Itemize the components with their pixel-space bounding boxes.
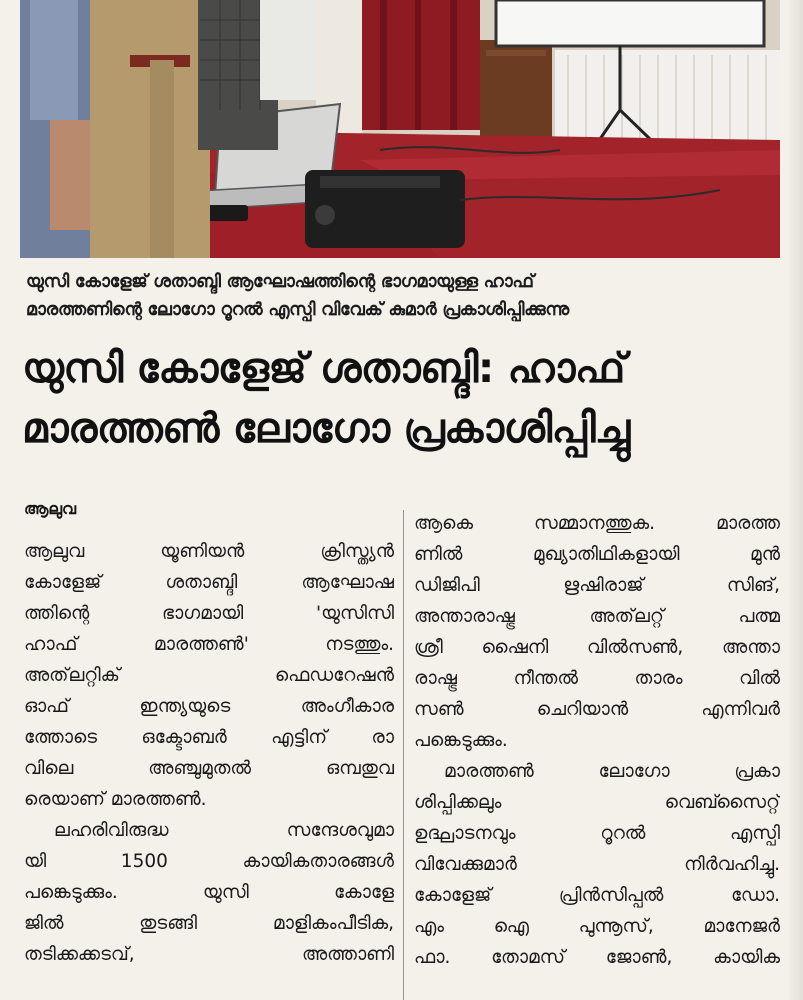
article-column-right (414, 508, 780, 973)
headline-line: മാരത്തൺ ലോഗോ പ്രകാശിപ്പിച്ചു (22, 404, 630, 452)
column-divider (403, 510, 404, 1000)
article-line: സൺ ചെറിയാൻ എന്നിവർ (414, 699, 780, 720)
caption-line: മാരത്തണിന്റെ ലോഗോ റൂറൽ എസ്പി വിവേക് കുമാർ പ്രകാശിപ്പിക്കുന്നു (26, 300, 570, 320)
news-photo (20, 0, 780, 258)
article-line: മാരത്തൺ ലോഗോ പ്രകാ (444, 761, 780, 782)
article-line: എം ഐ പുന്നൂസ്, മാനേജർ (414, 916, 780, 937)
article-line: ഫാ. തോമസ് ജോൺ, കായിക (414, 947, 780, 968)
article-line: ശ്രീ ഷൈനി വിൽസൺ, അന്താ (414, 637, 780, 658)
article-line: ണിൽ മുഖ്യാതിഥികളായി മുൻ (414, 544, 780, 565)
article-line: ഉദ്ഘാടനവും റൂറൽ എസ്പി (414, 823, 780, 844)
article-line: ഹാഫ് മാരത്തൺ' നടത്തും. (24, 634, 394, 655)
article-line: ശിപ്പിക്കലും വെബ്സൈറ്റ് (414, 792, 780, 813)
article-line: പങ്കെടുക്കും. യുസി കോളേ (24, 882, 394, 903)
article-line: കോളേജ് ശതാബ്ദി ആഘോഷ (24, 572, 394, 593)
caption-line: യുസി കോളേജ് ശതാബ്ദി ആഘോഷത്തിന്റെ ഭാഗമായുള്ള ഹാഫ് (26, 272, 534, 292)
article-line: യി 1500 കായികതാരങ്ങൾ (24, 851, 394, 872)
article-line: ജിൽ തുടങ്ങി മാളികംപീടിക, (24, 913, 394, 934)
article-line: ത്തോടെ ഒക്ടോബർ എട്ടിന് രാ (24, 727, 394, 748)
article-line: അന്താരാഷ്ട്ര അത്‌ലറ്റ് പത്മ (414, 606, 780, 627)
dateline: ആലുവ (24, 499, 77, 518)
article-line: ത്തിന്റെ ഭാഗമായി 'യുസിസി (24, 603, 394, 624)
headline-line: യുസി കോളേജ് ശതാബ്ദി: ഹാഫ് (22, 344, 625, 392)
article-line: ഡിജിപി ഋഷിരാജ് സിങ്, (414, 575, 780, 596)
article-line: തടിക്കക്കടവ്, അത്താണി (24, 944, 394, 965)
article-line: അത്‌ലറ്റിക് ഫെഡറേഷൻ (24, 665, 394, 686)
article-line: ഓഫ് ഇന്ത്യയുടെ അംഗീകാര (24, 696, 394, 717)
article-line: വിവേക്കുമാർ നിർവഹിച്ചു. (414, 854, 780, 875)
article-line: ആകെ സമ്മാനത്തുക. മാരത്ത (414, 513, 780, 534)
article-line: വിലെ അഞ്ചുമുതൽ ഒമ്പതുവ (24, 758, 394, 779)
headline (22, 338, 782, 458)
article-line: കോളേജ് പ്രിൻസിപ്പൽ ഡോ. (414, 885, 780, 906)
article-line: രെയാണ് മാരത്തൺ. (24, 789, 207, 810)
article-column-left (24, 536, 394, 970)
photo-caption (26, 268, 780, 324)
page-edge-shadow (787, 0, 803, 1000)
person-white-shirt (260, 0, 316, 100)
logo-launch-photo (20, 0, 780, 258)
article-line: പങ്കെടുക്കും. (414, 730, 508, 751)
article-line: രാഷ്ട്ര നീന്തൽ താരം വിൽ (414, 668, 780, 689)
article-line: ലഹരിവിരുദ്ധ സന്ദേശവുമാ (54, 820, 394, 841)
projector-screen (496, 0, 764, 46)
article-line: ആലുവ യൂണിയൻ ക്രിസ്ത്യൻ (24, 541, 394, 562)
